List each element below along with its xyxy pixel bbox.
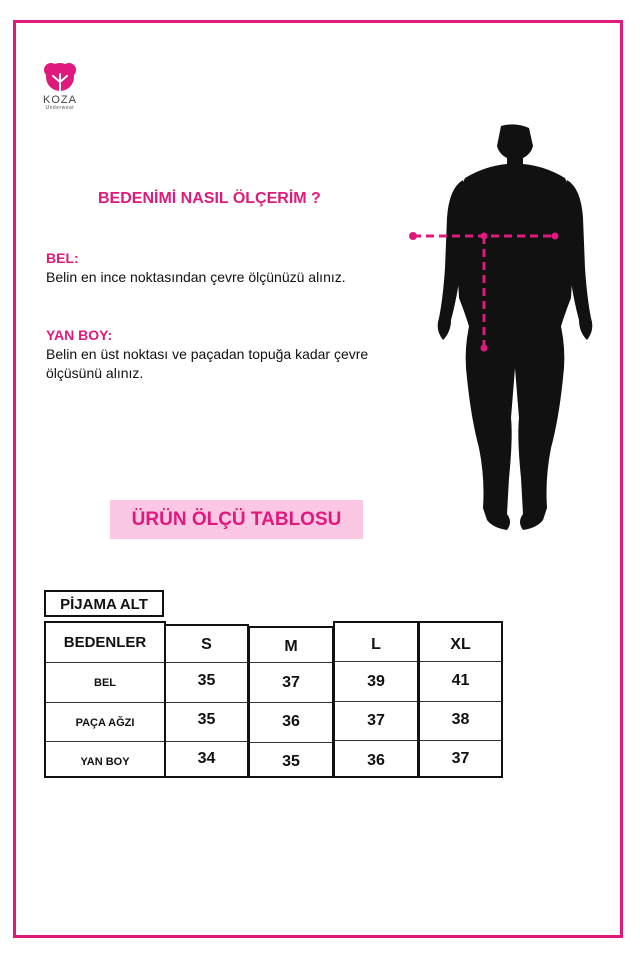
row-label-yan-boy: YAN BOY — [80, 756, 130, 768]
brand-tagline: Underwear — [45, 105, 75, 111]
table-cell: 35 — [197, 711, 216, 728]
product-title-cell — [44, 590, 164, 617]
table-cell: 37 — [367, 712, 385, 729]
table-header-sizes: BEDENLER — [63, 634, 147, 651]
side-length-label: YAN BOY: — [46, 327, 113, 343]
table-cell: 36 — [367, 752, 385, 769]
waist-description: Belin en ince noktasından çevre ölçünüzü alınız. — [46, 269, 346, 285]
size-header-m: M — [284, 638, 298, 655]
table-cell: 36 — [282, 713, 300, 730]
page-title: BEDENİMİ NASIL ÖLÇERİM ? — [98, 190, 321, 207]
size-header-l: L — [371, 636, 381, 653]
table-cell: 37 — [451, 750, 470, 767]
table-column-xl — [418, 621, 503, 778]
table-cell: 34 — [197, 750, 216, 767]
row-label-bel: BEL — [94, 677, 116, 689]
size-chart-banner: ÜRÜN ÖLÇÜ TABLOSU — [110, 500, 363, 539]
table-column-m — [248, 626, 334, 778]
table-column-s — [164, 624, 249, 778]
table-cell: 37 — [282, 674, 300, 691]
product-title: PİJAMA ALT — [60, 596, 148, 613]
size-header-s: S — [201, 636, 212, 653]
table-cell: 39 — [367, 673, 385, 690]
row-label-paca-agzi: PAÇA AĞZI — [75, 717, 135, 729]
waist-label: BEL: — [46, 250, 79, 266]
body-silhouette-icon — [405, 118, 605, 543]
table-column-l — [333, 621, 419, 778]
size-header-xl: XL — [450, 636, 471, 653]
table-cell: 35 — [197, 672, 216, 689]
side-length-description: Belin en üst noktası ve paçadan topuğa kadar çevre ölçüsünü alınız. — [46, 346, 369, 381]
brand-name: KOZA — [43, 94, 77, 106]
table-cell: 38 — [451, 711, 470, 728]
table-cell: 41 — [451, 672, 470, 689]
table-column-labels — [44, 621, 166, 778]
table-cell: 35 — [282, 753, 300, 770]
